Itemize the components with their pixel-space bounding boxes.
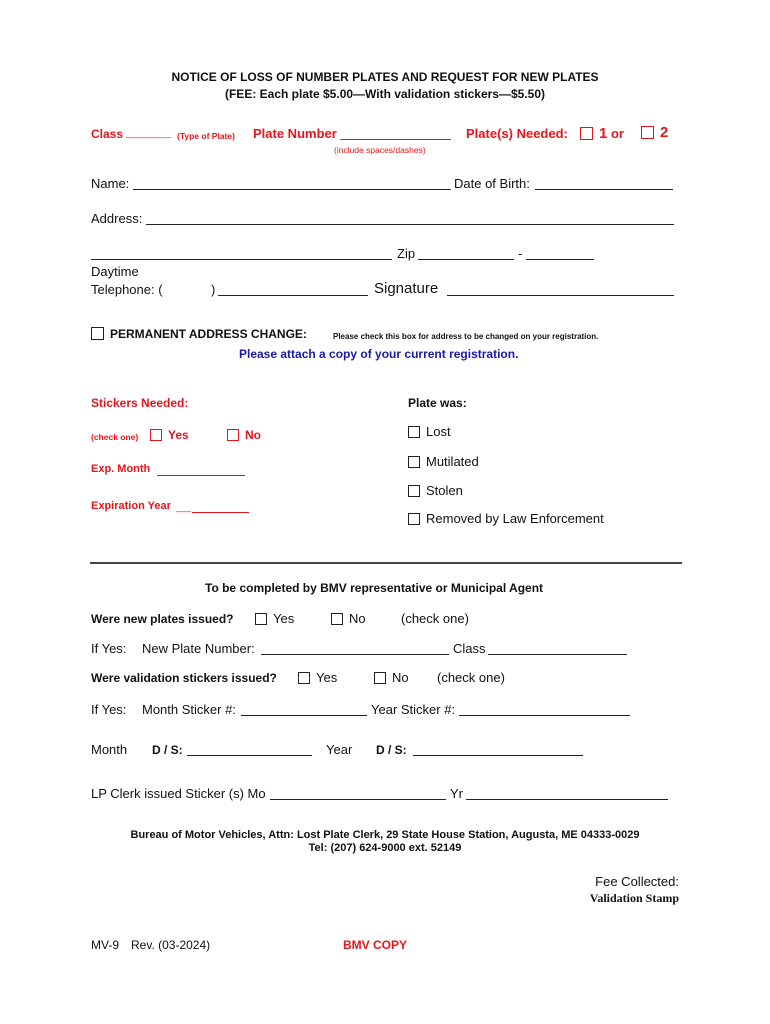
- validation-no[interactable]: No: [374, 670, 409, 685]
- name-field[interactable]: [133, 189, 451, 190]
- daytime-label: Daytime: [91, 264, 139, 279]
- class-label: Class: [91, 127, 124, 141]
- plates-needed-1[interactable]: 1 or: [580, 125, 624, 142]
- telephone-close: ): [211, 282, 216, 297]
- checkbox-icon[interactable]: [255, 613, 267, 625]
- validation-question: Were validation stickers issued?: [91, 671, 277, 685]
- if-yes-label-2: If Yes:: [91, 702, 127, 717]
- checkbox-icon[interactable]: [408, 426, 420, 438]
- address-label: Address:: [91, 211, 143, 226]
- form-id: MV-9: [91, 938, 120, 952]
- section-divider: [90, 562, 682, 564]
- lp-clerk-label: LP Clerk issued Sticker (s) Mo: [91, 786, 266, 801]
- month-sticker-label: Month Sticker #:: [142, 702, 236, 717]
- lp-clerk-mo-field[interactable]: [270, 799, 446, 800]
- exp-month-label: Exp. Month: [91, 463, 151, 475]
- exp-year-label: Expiration Year: [91, 500, 171, 512]
- year-sticker-label: Year Sticker #:: [371, 702, 456, 717]
- plates-needed-label: Plate(s) Needed:: [466, 126, 568, 141]
- month-ds-field[interactable]: [187, 755, 312, 756]
- checkbox-icon[interactable]: [150, 429, 162, 441]
- dob-field[interactable]: [535, 189, 673, 190]
- class-blank[interactable]: _________: [126, 128, 172, 138]
- address-field[interactable]: [146, 224, 674, 225]
- checkbox-icon[interactable]: [641, 126, 654, 139]
- new-plate-number-label: New Plate Number:: [142, 641, 255, 656]
- year-label: Year: [326, 742, 353, 757]
- plate-was-removed[interactable]: Removed by Law Enforcement: [408, 511, 604, 526]
- stickers-no[interactable]: No: [227, 428, 261, 442]
- exp-year-field[interactable]: [192, 512, 249, 513]
- new-plate-number-field[interactable]: [261, 654, 449, 655]
- checkbox-icon[interactable]: [408, 456, 420, 468]
- zip-field[interactable]: [418, 259, 514, 260]
- new-plates-question: Were new plates issued?: [91, 612, 234, 626]
- checkbox-icon[interactable]: [91, 327, 104, 340]
- zip-label: Zip: [397, 246, 416, 261]
- form-title: NOTICE OF LOSS OF NUMBER PLATES AND REQUEST FOR NEW PLATES: [171, 70, 599, 84]
- new-plates-check-one: (check one): [401, 611, 469, 626]
- checkbox-icon[interactable]: [227, 429, 239, 441]
- bmv-address: Bureau of Motor Vehicles, Attn: Lost Plate Clerk, 29 State House Station, Augusta, ME 04333-0029: [130, 829, 640, 841]
- stickers-yes[interactable]: Yes: [150, 428, 189, 442]
- check-one-note: (check one): [91, 432, 139, 442]
- new-plates-yes[interactable]: Yes: [255, 611, 294, 626]
- include-spaces-note: (include spaces/dashes): [334, 145, 426, 155]
- bmv-class-field[interactable]: [488, 654, 627, 655]
- lp-clerk-yr-field[interactable]: [466, 799, 668, 800]
- name-label: Name:: [91, 176, 130, 191]
- type-of-plate-note: (Type of Plate): [177, 131, 235, 141]
- month-ds-label: D / S:: [152, 743, 183, 757]
- plate-number-label: Plate Number: [253, 126, 337, 141]
- zip-ext-field[interactable]: [526, 259, 594, 260]
- stickers-needed-heading: Stickers Needed:: [91, 396, 189, 410]
- bmv-heading: To be completed by BMV representative or Municipal Agent: [205, 581, 544, 595]
- exp-year-blank: ___: [176, 502, 192, 512]
- plates-needed-2[interactable]: 2: [641, 124, 668, 141]
- month-sticker-field[interactable]: [241, 715, 367, 716]
- checkbox-icon[interactable]: [408, 513, 420, 525]
- year-ds-field[interactable]: [413, 755, 583, 756]
- telephone-label: Telephone: (: [91, 282, 163, 297]
- signature-label: Signature: [374, 280, 439, 297]
- checkbox-icon[interactable]: [298, 672, 310, 684]
- plate-number-field[interactable]: [340, 139, 451, 140]
- revision-date: Rev. (03-2024): [131, 938, 211, 952]
- lp-clerk-yr-label: Yr: [450, 786, 463, 801]
- checkbox-icon[interactable]: [374, 672, 386, 684]
- permanent-address-change[interactable]: PERMANENT ADDRESS CHANGE:: [91, 327, 307, 341]
- signature-field[interactable]: [447, 295, 674, 296]
- plate-was-stolen[interactable]: Stolen: [408, 483, 463, 498]
- checkbox-icon[interactable]: [580, 127, 593, 140]
- address-line2-field[interactable]: [91, 259, 392, 260]
- attach-registration-note: Please attach a copy of your current registration.: [239, 347, 519, 361]
- plate-was-lost[interactable]: Lost: [408, 424, 451, 439]
- bmv-telephone: Tel: (207) 624-9000 ext. 52149: [308, 842, 462, 854]
- telephone-field[interactable]: [218, 295, 368, 296]
- zip-dash: -: [518, 246, 523, 261]
- validation-check-one: (check one): [437, 670, 505, 685]
- new-plates-no[interactable]: No: [331, 611, 366, 626]
- checkbox-icon[interactable]: [408, 485, 420, 497]
- validation-stamp-label: Validation Stamp: [589, 891, 679, 905]
- fee-collected-label: Fee Collected:: [595, 874, 679, 889]
- bmv-class-label: Class: [453, 641, 486, 656]
- exp-month-field[interactable]: [157, 475, 245, 476]
- permanent-note: Please check this box for address to be changed on your registration.: [333, 332, 599, 341]
- plate-was-heading: Plate was:: [408, 396, 467, 410]
- fee-note: (FEE: Each plate $5.00—With validation stickers—$5.50): [224, 87, 545, 101]
- year-sticker-field[interactable]: [459, 715, 630, 716]
- copy-label: BMV COPY: [343, 938, 408, 952]
- year-ds-label: D / S:: [376, 743, 407, 757]
- if-yes-label: If Yes:: [91, 641, 127, 656]
- validation-yes[interactable]: Yes: [298, 670, 337, 685]
- month-label: Month: [91, 742, 128, 757]
- checkbox-icon[interactable]: [331, 613, 343, 625]
- plate-was-mutilated[interactable]: Mutilated: [408, 454, 479, 469]
- dob-label: Date of Birth:: [454, 176, 530, 191]
